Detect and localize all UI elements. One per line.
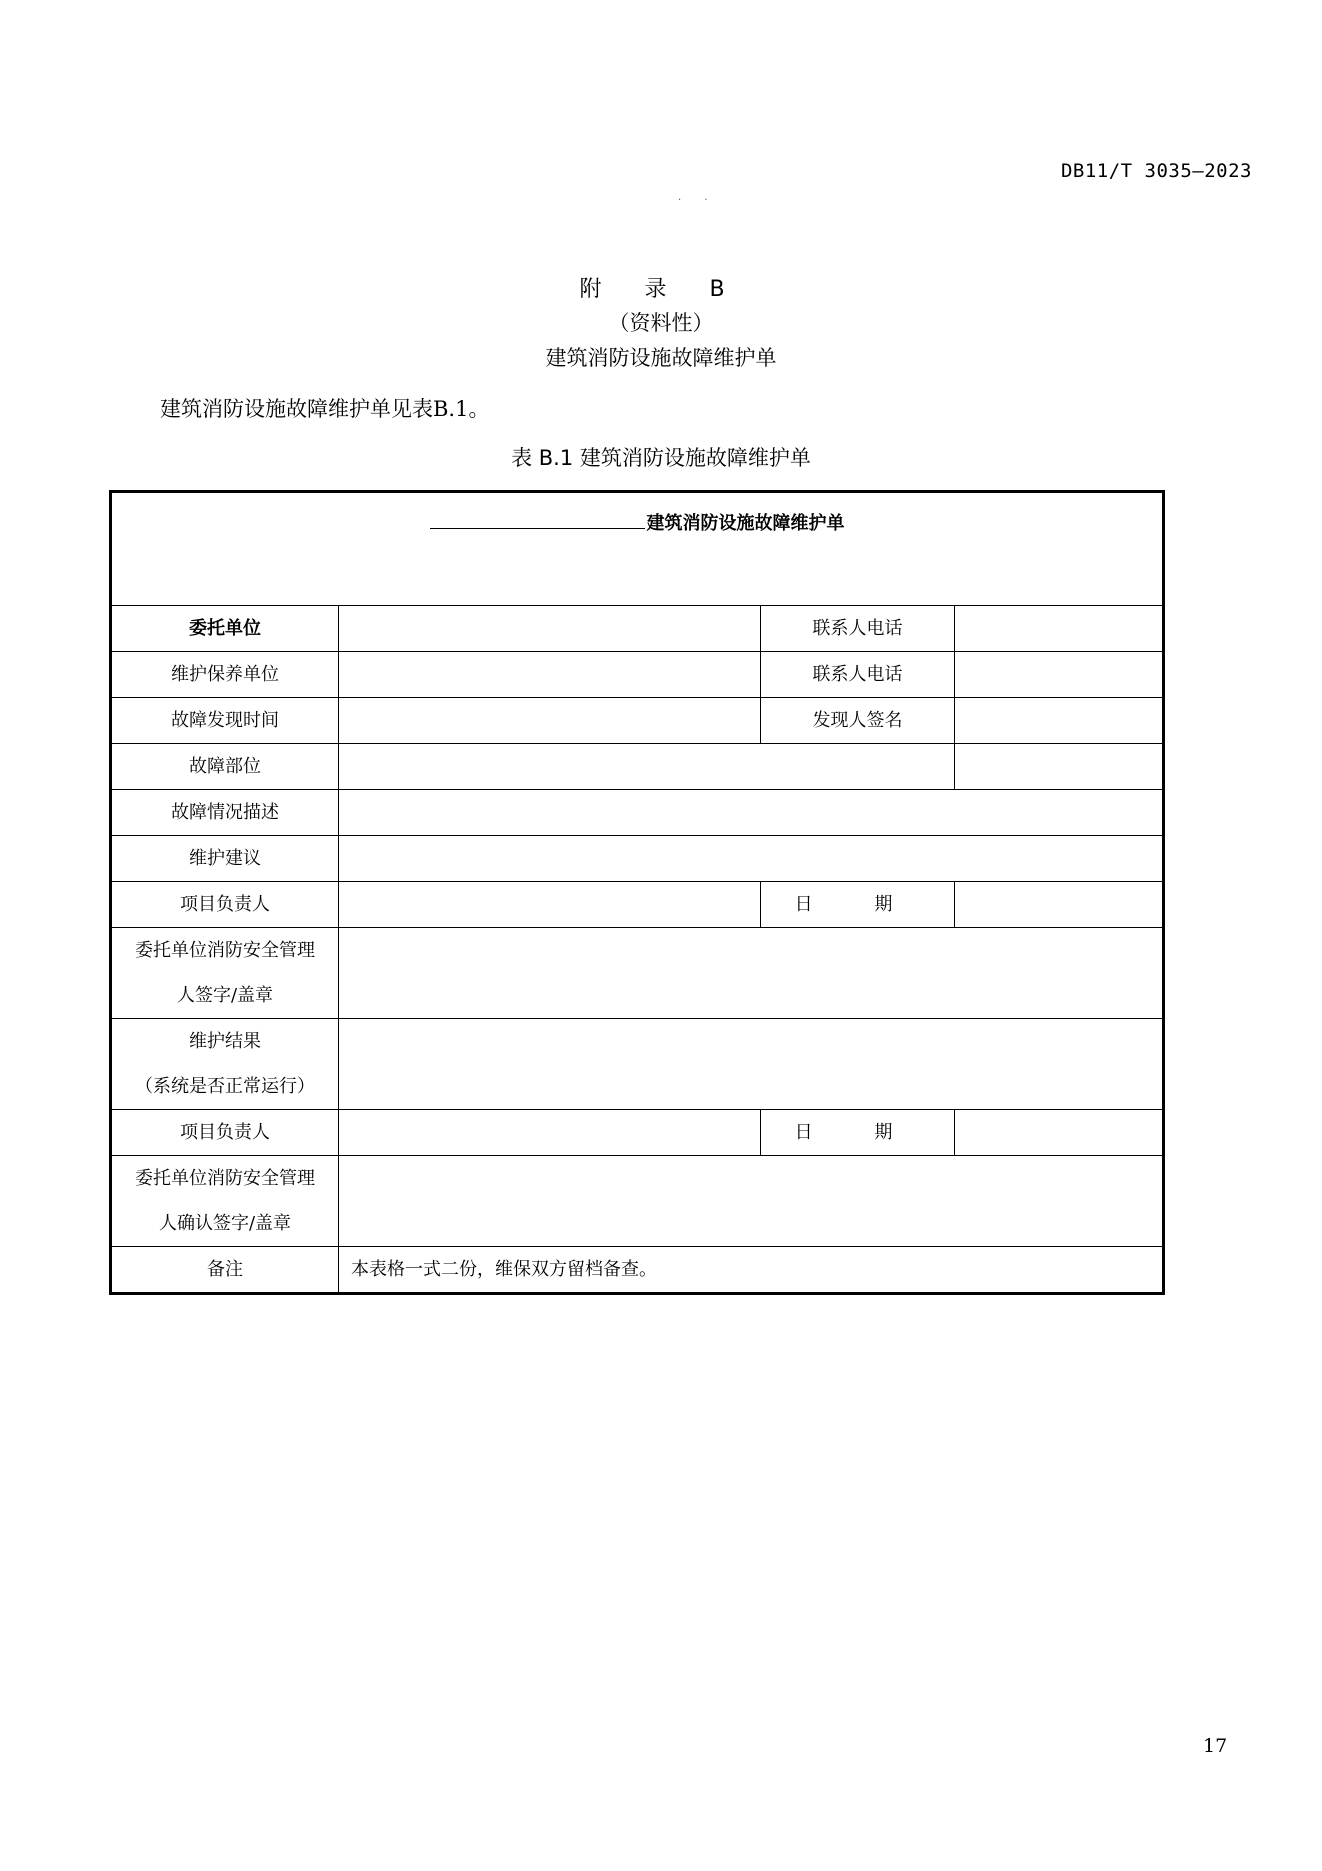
label-manager-signature bbox=[111, 928, 339, 1019]
table-row bbox=[111, 1110, 1164, 1156]
table-row bbox=[111, 1247, 1164, 1294]
field-entrusting-unit[interactable] bbox=[339, 606, 761, 652]
label-entrusting-unit: 委托单位 bbox=[111, 606, 339, 652]
label-manager-confirm-line2: 人确认签字/盖章 bbox=[158, 1213, 292, 1234]
table-row bbox=[111, 744, 1164, 790]
table-row bbox=[111, 652, 1164, 698]
field-manager-signature[interactable] bbox=[339, 928, 1164, 1019]
document-code: DB11/T 3035—2023 bbox=[1060, 160, 1252, 182]
label-maintenance-advice: 维护建议 bbox=[111, 836, 339, 882]
label-fault-location: 故障部位 bbox=[111, 744, 339, 790]
table-row bbox=[111, 882, 1164, 928]
label-maintenance-result-line2: （系统是否正常运行） bbox=[135, 1076, 315, 1097]
label-contact-phone: 联系人电话 bbox=[761, 652, 955, 698]
field-maintenance-result[interactable] bbox=[339, 1019, 1164, 1110]
field-contact-phone[interactable] bbox=[955, 652, 1164, 698]
field-contact-phone[interactable] bbox=[955, 606, 1164, 652]
label-project-leader: 项目负责人 bbox=[111, 882, 339, 928]
maintenance-form-table bbox=[109, 490, 1165, 1295]
label-maintenance-result-line1: 维护结果 bbox=[189, 1031, 261, 1052]
label-manager-confirm bbox=[111, 1156, 339, 1247]
table-row bbox=[111, 1156, 1164, 1247]
field-fault-location-extra[interactable] bbox=[955, 744, 1164, 790]
field-remarks: 本表格一式二份，维保双方留档备查。 bbox=[339, 1247, 1164, 1294]
field-maintenance-unit[interactable] bbox=[339, 652, 761, 698]
label-contact-phone: 联系人电话 bbox=[761, 606, 955, 652]
field-finder-signature[interactable] bbox=[955, 698, 1164, 744]
label-date: 日 期 bbox=[761, 1110, 955, 1156]
appendix-title-text: 附 录 B bbox=[579, 277, 743, 302]
page-number: 17 bbox=[1203, 1735, 1228, 1757]
table-row bbox=[111, 790, 1164, 836]
label-remarks: 备注 bbox=[111, 1247, 339, 1294]
fill-in-blank-line[interactable] bbox=[430, 527, 645, 529]
table-row bbox=[111, 1019, 1164, 1110]
table-row bbox=[111, 836, 1164, 882]
label-finder-signature: 发现人签名 bbox=[761, 698, 955, 744]
table-row bbox=[111, 698, 1164, 744]
field-date[interactable] bbox=[955, 1110, 1164, 1156]
label-manager-confirm-line1: 委托单位消防安全管理 bbox=[135, 1168, 315, 1189]
label-fault-found-time: 故障发现时间 bbox=[111, 698, 339, 744]
table-row bbox=[111, 928, 1164, 1019]
label-manager-signature-line1: 委托单位消防安全管理 bbox=[135, 940, 315, 961]
field-date[interactable] bbox=[955, 882, 1164, 928]
form-title-cell bbox=[111, 492, 1164, 606]
table-caption: 表 B.1 建筑消防设施故障维护单 bbox=[511, 446, 811, 470]
intro-paragraph: 建筑消防设施故障维护单见表B.1。 bbox=[160, 397, 490, 421]
field-project-leader[interactable] bbox=[339, 1110, 761, 1156]
field-project-leader[interactable] bbox=[339, 882, 761, 928]
form-title-row bbox=[111, 492, 1164, 606]
field-maintenance-advice[interactable] bbox=[339, 836, 1164, 882]
label-maintenance-unit: 维护保养单位 bbox=[111, 652, 339, 698]
label-fault-description: 故障情况描述 bbox=[111, 790, 339, 836]
field-fault-location[interactable] bbox=[339, 744, 955, 790]
label-date: 日 期 bbox=[761, 882, 955, 928]
field-fault-found-time[interactable] bbox=[339, 698, 761, 744]
label-project-leader: 项目负责人 bbox=[111, 1110, 339, 1156]
field-fault-description[interactable] bbox=[339, 790, 1164, 836]
appendix-heading: 建筑消防设施故障维护单 bbox=[545, 346, 777, 370]
table-row bbox=[111, 606, 1164, 652]
label-maintenance-result bbox=[111, 1019, 339, 1110]
appendix-type: （资料性） bbox=[608, 311, 714, 335]
form-title: 建筑消防设施故障维护单 bbox=[646, 513, 845, 534]
field-manager-confirm[interactable] bbox=[339, 1156, 1164, 1247]
label-manager-signature-line2: 人签字/盖章 bbox=[176, 985, 274, 1006]
header-dots: . . bbox=[678, 192, 718, 203]
appendix-title bbox=[0, 272, 1322, 303]
